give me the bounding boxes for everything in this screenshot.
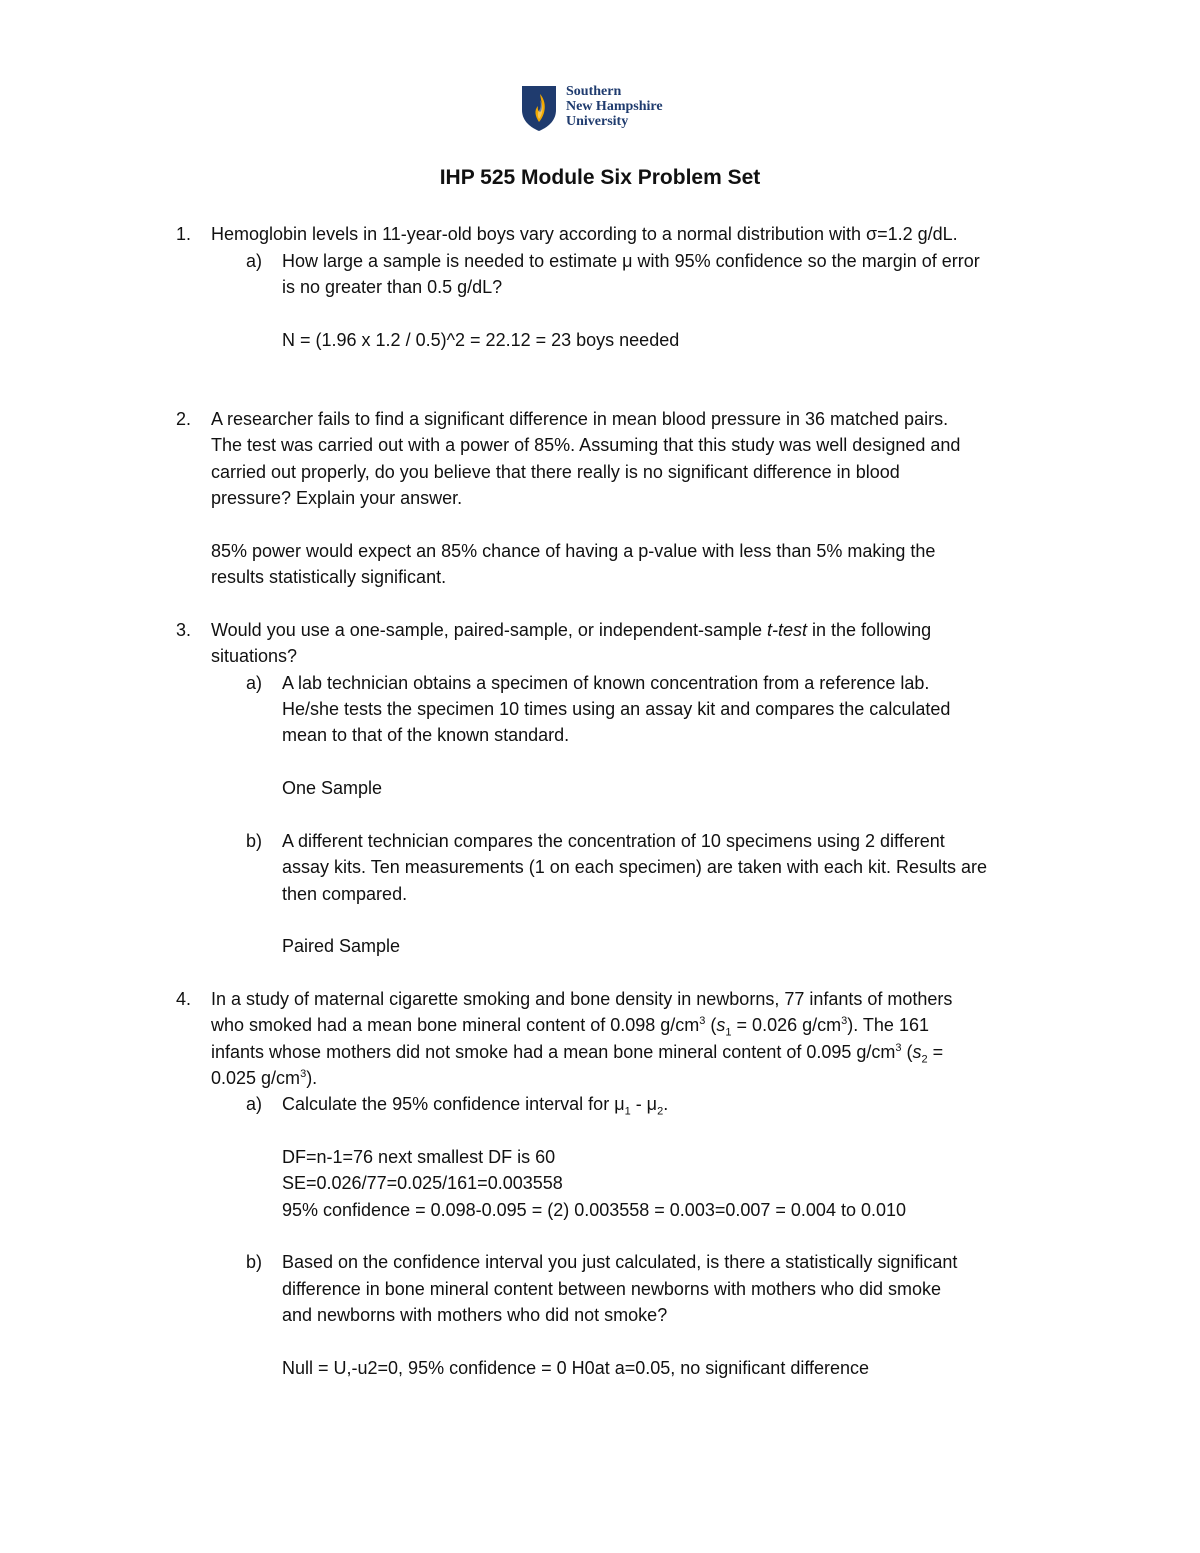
question-3-text-2: situations?	[211, 646, 298, 666]
question-4-text-1: In a study of maternal cigarette smoking and bone density in newborns, 77 infants of mothers	[211, 989, 953, 1009]
question-2-text-1: A researcher fails to find a significant difference in mean blood pressure in 36 matched pairs.	[211, 409, 949, 429]
question-1a-answer: N = (1.96 x 1.2 / 0.5)^2 = 22.12 = 23 boys needed	[282, 330, 680, 350]
question-3b-text-1: A different technician compares the concentration of 10 specimens using 2 different	[282, 831, 945, 851]
question-3a-text-3: mean to that of the known standard.	[282, 725, 570, 745]
question-3a-text-1: A lab technician obtains a specimen of known concentration from a reference lab.	[282, 673, 930, 693]
question-2-text-3: carried out properly, do you believe that there really is no significant difference in blood	[211, 462, 900, 482]
question-3b-text-3: then compared.	[282, 884, 408, 904]
question-1a-text-2: is no greater than 0.5 g/dL?	[282, 277, 503, 297]
logo-wordmark	[566, 84, 663, 129]
question-4a-answer-1: DF=n-1=76 next smallest DF is 60	[282, 1147, 556, 1167]
question-2-answer-1: 85% power would expect an 85% chance of having a p-value with less than 5% making the	[211, 541, 936, 561]
logo-line-1: Southern	[566, 84, 622, 99]
question-3a-label: a)	[246, 673, 263, 693]
question-4b-label: b)	[246, 1252, 263, 1272]
question-4a-answer-2: SE=0.026/77=0.025/161=0.003558	[282, 1173, 563, 1193]
question-4-text-3: infants whose mothers did not smoke had a mean bone mineral content of 0.095 $g/cm^3$ ($s_2$ =	[211, 1042, 944, 1066]
logo-line-3: University	[566, 114, 629, 129]
page-title: IHP 525 Module Six Problem Set	[439, 166, 761, 189]
university-logo	[520, 84, 720, 132]
question-4a-answer-3: 95% confidence = 0.098-0.095 = (2) 0.003558 = 0.003=0.007 = 0.004 to 0.010	[282, 1200, 907, 1220]
question-1a-label: a)	[246, 251, 263, 271]
question-1a-text-1: How large a sample is needed to estimate μ with 95% confidence so the margin of error	[282, 251, 980, 271]
question-3-text-1: Would you use a one-sample, paired-sample, or independent-sample t-test in the following	[211, 620, 932, 640]
logo-line-2: New Hampshire	[566, 99, 663, 114]
question-4-text-4: 0.025 $g/cm^3$).	[211, 1068, 318, 1088]
question-3a-text-2: He/she tests the specimen 10 times using an assay kit and compares the calculated	[282, 699, 951, 719]
question-3b-answer: Paired Sample	[282, 936, 401, 956]
question-2-text-2: The test was carried out with a power of 85%. Assuming that this study was well designed and	[211, 435, 961, 455]
question-4b-text-2: difference in bone mineral content between newborns with mothers who did smoke	[282, 1279, 942, 1299]
question-2-number: 2.	[176, 409, 192, 429]
question-1-text: Hemoglobin levels in 11-year-old boys vary according to a normal distribution with σ=1.2 g/dL.	[211, 224, 958, 244]
question-4b-text-3: and newborns with mothers who did not smoke?	[282, 1305, 668, 1325]
question-2-text-4: pressure? Explain your answer.	[211, 488, 463, 508]
t-test-term: t-test	[767, 620, 808, 640]
question-3b-label: b)	[246, 831, 263, 851]
question-4a-label: a)	[246, 1094, 263, 1114]
question-3a-answer: One Sample	[282, 778, 383, 798]
question-4b-text-1: Based on the confidence interval you just calculated, is there a statistically significant	[282, 1252, 958, 1272]
shield-flame-icon	[520, 84, 560, 132]
question-1-number: 1.	[176, 224, 192, 244]
question-3b-text-2: assay kits. Ten measurements (1 on each specimen) are taken with each kit. Results are	[282, 857, 987, 877]
question-3-number: 3.	[176, 620, 192, 640]
question-4a-text: Calculate the 95% confidence interval for $\mu_1 - \mu_2$.	[282, 1094, 669, 1118]
question-4-text-2: who smoked had a mean bone mineral content of 0.098 $g/cm^3$ ($s_1 = 0.026$ $g/cm^3$). The 161	[211, 1015, 929, 1039]
question-4b-answer: Null = U,-u2=0, 95% confidence = 0 H0at a=0.05, no significant difference	[282, 1358, 870, 1378]
question-2-answer-2: results statistically significant.	[211, 567, 447, 587]
question-4-number: 4.	[176, 989, 192, 1009]
